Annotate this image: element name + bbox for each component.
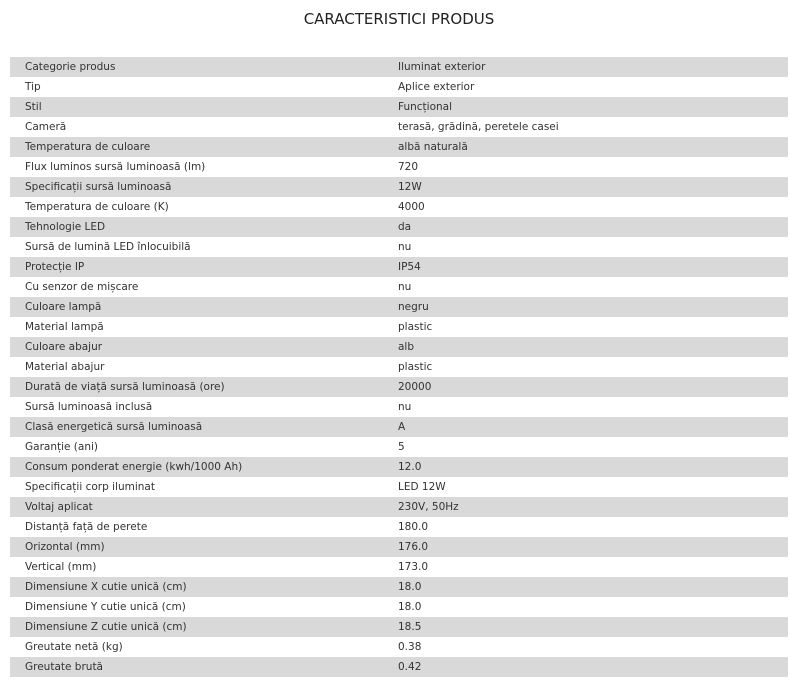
spec-row: [10, 317, 788, 337]
spec-value: 5: [398, 441, 405, 453]
spec-row: [10, 657, 788, 677]
spec-value: 180.0: [398, 521, 429, 533]
spec-row: [10, 57, 788, 77]
spec-row: [10, 117, 788, 137]
spec-value: plastic: [398, 361, 433, 373]
spec-value: A: [398, 421, 406, 433]
spec-row: [10, 357, 788, 377]
spec-value: 12W: [398, 181, 422, 193]
spec-label: Garanție (ani): [25, 441, 99, 453]
spec-row: [10, 157, 788, 177]
spec-row: [10, 597, 788, 617]
spec-value: 230V, 50Hz: [398, 501, 459, 513]
spec-row: [10, 557, 788, 577]
spec-value: 4000: [398, 201, 425, 213]
spec-row: [10, 497, 788, 517]
spec-label: Culoare abajur: [25, 341, 103, 353]
spec-label: Stil: [25, 101, 42, 113]
spec-value: LED 12W: [398, 481, 446, 493]
spec-label: Material abajur: [25, 361, 105, 373]
spec-row: [10, 137, 788, 157]
spec-label: Flux luminos sursă luminoasă (lm): [25, 161, 206, 173]
spec-label: Consum ponderat energie (kwh/1000 Ah): [25, 461, 243, 473]
spec-value: alb: [398, 341, 415, 353]
spec-row: [10, 617, 788, 637]
spec-row: [10, 297, 788, 317]
spec-value: 176.0: [398, 541, 429, 553]
spec-label: Categorie produs: [25, 61, 116, 73]
spec-label: Distanță față de perete: [25, 521, 148, 533]
spec-value: albă naturală: [398, 141, 468, 153]
spec-row: [10, 397, 788, 417]
spec-value: IP54: [398, 261, 421, 273]
spec-value: nu: [398, 281, 412, 293]
spec-value: Aplice exterior: [398, 81, 475, 93]
spec-value: 173.0: [398, 561, 429, 573]
spec-row: [10, 97, 788, 117]
spec-label: Voltaj aplicat: [25, 501, 93, 513]
spec-label: Dimensiune Y cutie unică (cm): [25, 601, 186, 613]
spec-value: 0.42: [398, 661, 422, 673]
spec-value: Iluminat exterior: [398, 61, 486, 73]
spec-label: Clasă energetică sursă luminoasă: [25, 421, 203, 433]
spec-label: Tehnologie LED: [25, 221, 106, 233]
spec-label: Cu senzor de mișcare: [25, 281, 139, 293]
spec-row: [10, 377, 788, 397]
spec-row: [10, 517, 788, 537]
spec-value: plastic: [398, 321, 433, 333]
spec-row: [10, 477, 788, 497]
spec-label: Vertical (mm): [25, 561, 97, 573]
spec-row: [10, 337, 788, 357]
spec-value: 12.0: [398, 461, 422, 473]
spec-label: Culoare lampă: [25, 301, 102, 313]
spec-row: [10, 417, 788, 437]
spec-label: Greutate brută: [25, 661, 103, 673]
spec-value: 20000: [398, 381, 432, 393]
spec-value: 18.5: [398, 621, 422, 633]
spec-label: Orizontal (mm): [25, 541, 105, 553]
spec-value: da: [398, 221, 412, 233]
section-title: CARACTERISTICI PRODUS: [303, 10, 495, 28]
spec-label: Specificații sursă luminoasă: [25, 181, 172, 193]
spec-label: Tip: [25, 81, 41, 93]
spec-value: Funcțional: [398, 101, 453, 113]
spec-label: Protecție IP: [25, 261, 85, 273]
spec-row: [10, 277, 788, 297]
spec-label: Material lampă: [25, 321, 104, 333]
specs-table: [10, 57, 788, 677]
spec-label: Dimensiune X cutie unică (cm): [25, 581, 187, 593]
spec-row: [10, 537, 788, 557]
spec-value: 18.0: [398, 581, 422, 593]
spec-label: Dimensiune Z cutie unică (cm): [25, 621, 187, 633]
spec-label: Cameră: [25, 121, 67, 133]
spec-row: [10, 457, 788, 477]
spec-row: [10, 637, 788, 657]
spec-label: Temperatura de culoare (K): [25, 201, 169, 213]
spec-value: 18.0: [398, 601, 422, 613]
spec-label: Specificații corp iluminat: [25, 481, 155, 493]
spec-value: nu: [398, 241, 412, 253]
spec-row: [10, 217, 788, 237]
spec-value: 0.38: [398, 641, 422, 653]
spec-value: terasă, grădină, peretele casei: [398, 121, 559, 133]
spec-value: negru: [398, 301, 429, 313]
spec-row: [10, 437, 788, 457]
spec-row: [10, 257, 788, 277]
spec-row: [10, 77, 788, 97]
spec-label: Sursă luminoasă inclusă: [25, 401, 153, 413]
spec-value: 720: [398, 161, 419, 173]
spec-row: [10, 197, 788, 217]
spec-row: [10, 177, 788, 197]
spec-value: nu: [398, 401, 412, 413]
spec-label: Greutate netă (kg): [25, 641, 123, 653]
spec-row: [10, 577, 788, 597]
spec-label: Durată de viață sursă luminoasă (ore): [25, 381, 225, 393]
spec-row: [10, 237, 788, 257]
specs-table-body: [10, 57, 788, 677]
spec-label: Sursă de lumină LED înlocuibilă: [25, 241, 191, 253]
spec-label: Temperatura de culoare: [25, 141, 151, 153]
